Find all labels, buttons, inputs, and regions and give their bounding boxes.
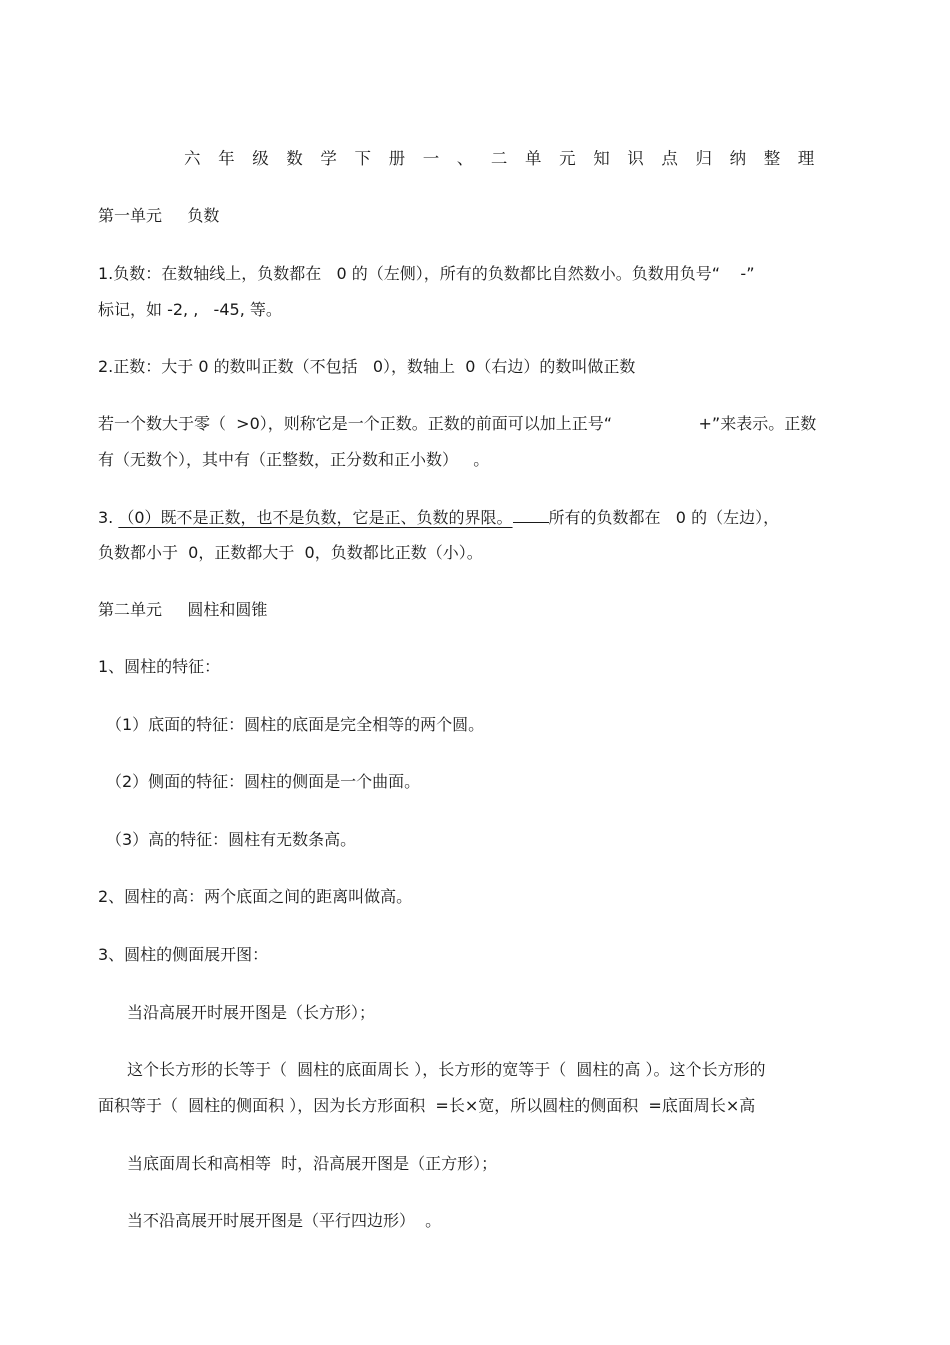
net-rectangle-length-line: 这个长方形的长等于（ 圆柱的底面周长 ），长方形的宽等于（ 圆柱的高 ）。这个长方形的 (127, 1060, 766, 1079)
zero-rule-prefix: 3. (98, 508, 119, 527)
net-rectangle-area-line: 面积等于（ 圆柱的侧面积 ），因为长方形面积 =长×宽，所以圆柱的侧面积 =底面周长×高 (98, 1096, 756, 1115)
negative-number-definition-line2: 标记，如 -2, , -45, 等。 (98, 300, 282, 319)
zero-rule-underlined: （0）既不是正数，也不是负数，它是正、负数的界限。 (118, 508, 513, 527)
negative-number-definition-line1: 1.负数：在数轴线上，负数都在 0 的（左侧），所有的负数都比自然数小。负数用负号“ -” (98, 264, 755, 283)
cylinder-height-definition: 2、圆柱的高：两个底面之间的距离叫做高。 (98, 887, 413, 906)
zero-rule-rest: 所有的负数都在 0 的（左边）， (548, 508, 780, 527)
positive-number-definition: 2.正数：大于 0 的数叫正数（不包括 0），数轴上 0（右边）的数叫做正数 (98, 357, 636, 376)
unit1-heading: 第一单元 负数 (98, 206, 220, 225)
unit2-heading: 第二单元 圆柱和圆锥 (98, 600, 268, 619)
zero-rule-line2: 负数都小于 0，正数都大于 0，负数都比正数（小）。 (98, 543, 483, 562)
positive-number-rule-line1: 若一个数大于零（ >0），则称它是一个正数。正数的前面可以加上正号“ +”来表示。正数 (98, 414, 817, 433)
cylinder-base-feature: （1）底面的特征：圆柱的底面是完全相等的两个圆。 (106, 715, 485, 734)
net-rectangle-line: 当沿高展开时展开图是（长方形）； (127, 1003, 376, 1022)
positive-number-rule-line2: 有（无数个），其中有（正整数，正分数和正小数） 。 (98, 450, 490, 469)
zero-rule-line1 (98, 508, 779, 528)
underline-blank (513, 508, 549, 523)
net-parallelogram-line: 当不沿高展开时展开图是（平行四边形） 。 (127, 1211, 442, 1230)
document-title: 六年级数学下册一、二单元知识点归纳整理 (184, 149, 832, 168)
cylinder-height-feature: （3）高的特征：圆柱有无数条高。 (106, 830, 357, 849)
net-square-line: 当底面周长和高相等 时，沿高展开图是（正方形）； (127, 1154, 498, 1173)
cylinder-side-feature: （2）侧面的特征：圆柱的侧面是一个曲面。 (106, 772, 421, 791)
cylinder-features-heading: 1、圆柱的特征： (98, 657, 221, 676)
cylinder-net-heading: 3、圆柱的侧面展开图： (98, 945, 269, 964)
